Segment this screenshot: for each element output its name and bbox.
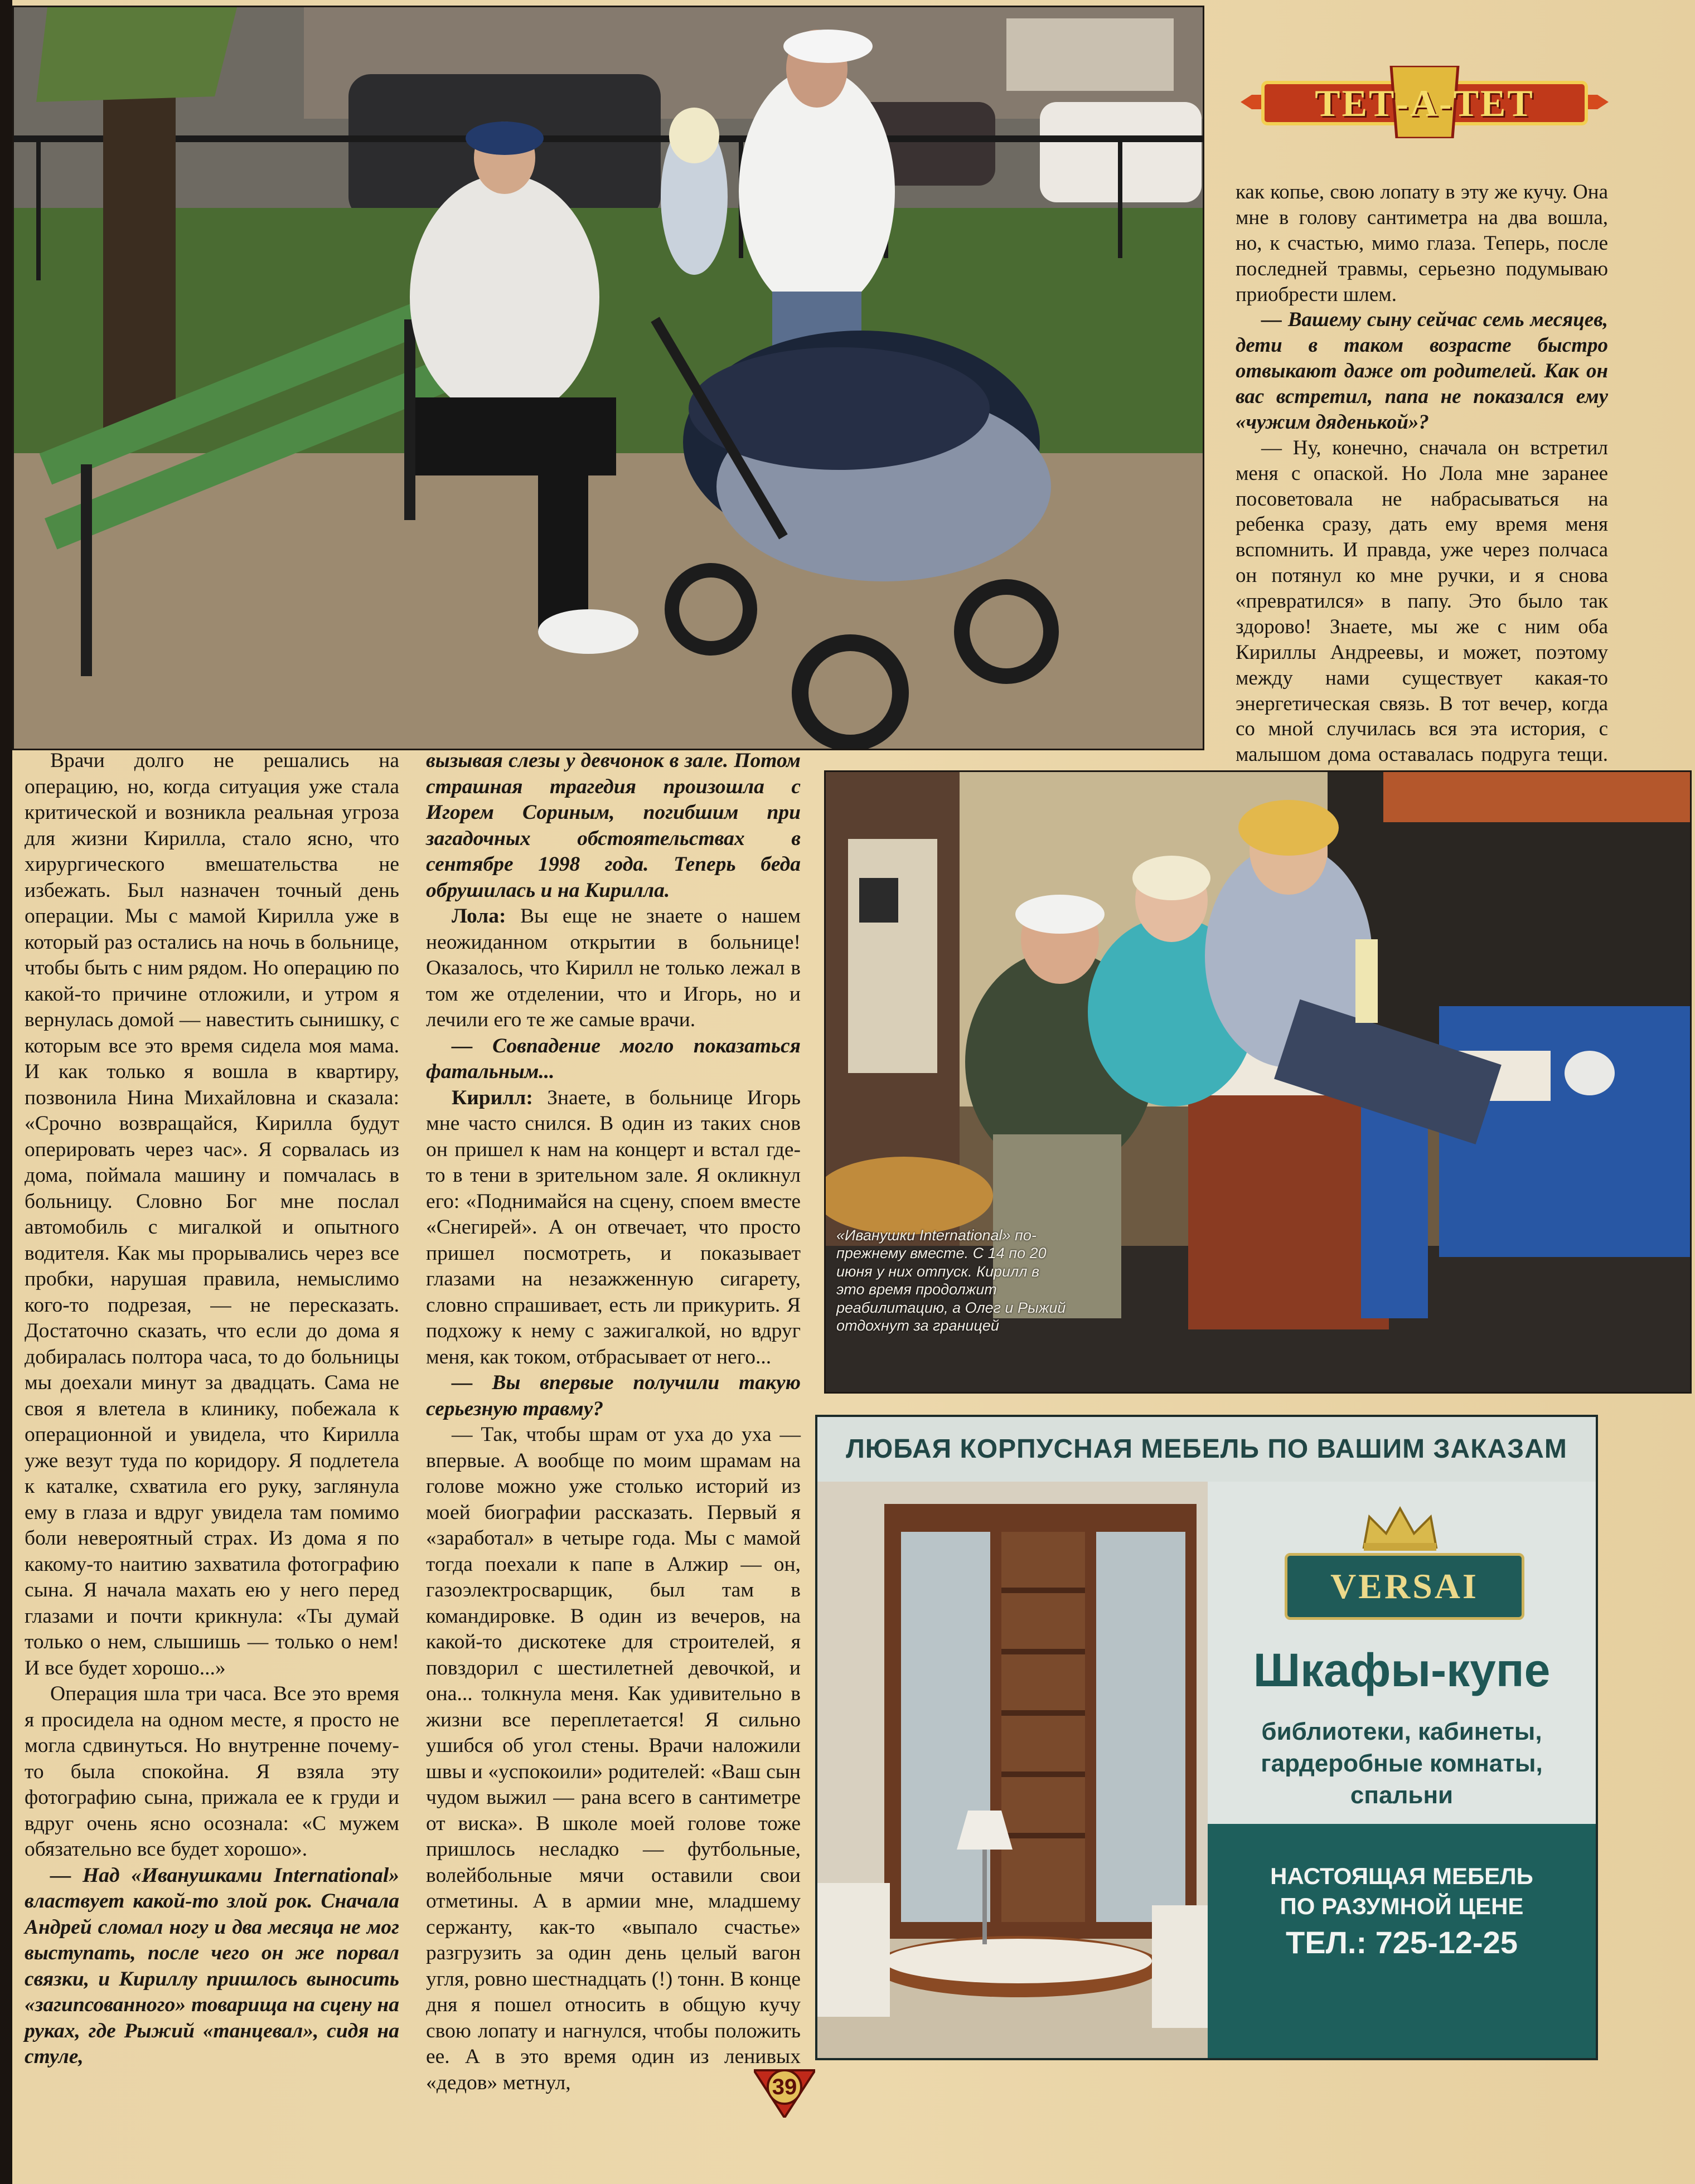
paragraph: — Так, чтобы шрам от уха до уха — впервые. А вообще по моим шрамам на голове можно уже столько историй из моей биографии рассказать. Первый я «заработал» в четыре года. Мы с мамой тогда поехали к папе в Алжир — он, газоэлектросварщик, был там в командировке. В один из вечеров, на какой-то дискотеке для строителей, я повздорил с шестилетней девочкой, и она... толкнула меня. Как удивительно в жизни все переплетается! Я сильно ушибся об угол стены. Врачи наложили швы и «успокоили» родителей: «Ваш сын чудом выжил — рана всего в сантиметре от виска». В школе моей голове тоже пришлось несладко — футбольные, волейбольные мячи оставили свои отметины. А в армии мне, младшему сержанту, как-то «выпало счастье» разгрузить за один день целый вагон угля, ровно шестнадцать (!) тонн. В конце дня я пошел относить в общую кучу свою лопату и нагнулся, чтобы положить ее. А в это время один из ленивых «дедов» метнул, bbox=[426, 1423, 801, 2094]
interview-question: — Вашему сыну сейчас семь месяцев, дети в таком возрасте быстро отвыкают даже от родителей. Как он вас встретил, папа не показался ему «чужим дяденькой»? bbox=[1236, 308, 1608, 434]
ad-offer-panel bbox=[1208, 1824, 1596, 2058]
paragraph-text: Вы еще не знаете о нашем неожиданном открытии в больнице! Оказалось, что Кирилл не только лежал в том же отделении, что и Игорь, но и лечили его те же самые врачи. bbox=[426, 905, 801, 1031]
paragraph: как копье, свою лопату в эту же кучу. Она мне в голову сантиметра на два вошла, но, к счастью, мимо глаза. Теперь, после последней травмы, серьезно подумываю приобрести шлем. bbox=[1236, 181, 1608, 306]
speaker-label: Кирилл: bbox=[452, 1086, 533, 1109]
article-column-2 bbox=[426, 748, 801, 2096]
article-column-right-top bbox=[1236, 179, 1608, 793]
interview-question: — Над «Иванушками International» властвует какой-то злой рок. Сначала Андрей сломал ногу и два месяца не мог выступать, после чего он же порвал связки, и Кириллу пришлось выносить «загипсованного» товарища на сцену на руках, где Рыжий «танцевал», сидя на стуле, bbox=[25, 1863, 399, 2068]
page-number: 39 bbox=[772, 2075, 797, 2099]
ad-room-image bbox=[817, 1482, 1208, 2058]
page-number-badge bbox=[754, 2065, 815, 2118]
ad-product: Шкафы-купе bbox=[1253, 1644, 1551, 1696]
ad-slogan-line-1: НАСТОЯЩАЯ МЕБЕЛЬ bbox=[1270, 1863, 1533, 1889]
rubric-logo bbox=[1241, 66, 1609, 138]
ad-slogan-line-2: ПО РАЗУМНОЙ ЦЕНЕ bbox=[1280, 1893, 1524, 1919]
ad-items: библиотеки, кабинеты, гардеробные комнаты, спальни bbox=[1261, 1718, 1543, 1809]
paragraph: Операция шла три часа. Все это время я просидела на одном месте, я просто не могла сдвинуться. Но внутренне почему-то была спокойна. Я взяла эту фотографию сына, прижала ее к груди и вдруг очень ясно осознала: «С мужем обязательно все будет хорошо». bbox=[25, 1682, 399, 1861]
ad-phone: ТЕЛ.: 725-12-25 bbox=[1286, 1925, 1518, 1960]
paragraph bbox=[426, 1085, 801, 1371]
furniture-ad bbox=[815, 1415, 1598, 2060]
speaker-label: Лола: bbox=[452, 905, 506, 928]
family-park-photo bbox=[12, 6, 1204, 750]
page-spine bbox=[0, 0, 12, 2184]
ad-headline: ЛЮБАЯ КОРПУСНАЯ МЕБЕЛЬ ПО ВАШИМ ЗАКАЗАМ bbox=[817, 1417, 1596, 1482]
photo-caption: «Иванушки International» по-прежнему вместе. С 14 по 20 июня у них отпуск. Кирилл в это время продолжит реабилитацию, а Олег и Рыжий отдохнут за границей bbox=[836, 1227, 1066, 1334]
paragraph-text: Знаете, в больнице Игорь мне часто снился. В один из таких снов он пришел к нам на концерт и встал где-то в тени в зрительном зале. Я окликнул его: «Поднимайся на сцену, споем вместе «Снегирей». А он отвечает, что просто пришел посмотреть, и показывает глазами на незажженную сигарету, словно спрашивает, есть ли прикурить. Я подхожу к нему с зажигалкой, но вдруг меня, как током, отбрасывает от него... bbox=[426, 1086, 801, 1368]
rubric-title: ТЕТ-А-ТЕТ bbox=[1315, 82, 1534, 124]
interview-question: вызывая слезы у девчонок в зале. Потом страшная трагедия произошла с Игорем Сориным, погибшим при загадочных обстоятельствах в сентябре 1998 года. Теперь беда обрушилась и на Кирилла. bbox=[426, 749, 801, 902]
paragraph: Врачи долго не решались на операцию, но, когда ситуация уже стала критической и возникла реальная угроза для жизни Кирилла, стало ясно, что хирургического вмешательства не избежать. Был назначен точный день операции. Мы с мамой Кирилла уже в который раз остались на ночь в больнице, чтобы быть с ним рядом. Но операцию по какой-то причине отложили, и утром я вернулась домой — навестить сынишку, с которым все это время сидела моя мама. И как только я вошла в квартиру, позвонила Нина Михайловна и сказала: «Срочно возвращайся, Кирилла будут оперировать через час». Я сорвалась из дома, поймала машину и помчалась в больницу. Словно Бог мне послал автомобиль с мигалкой и опытного водителя. Как мы прорывались через все пробки, нарушая правила, немыслимо кого-то подрезая, — не пересказать. Достаточно сказать, что если до дома я добиралась полтора часа, то до больницы мы доехали минут за двадцать. Сама не своя я влетела в клинику, побежала к операционной и увидела, что Кирилла уже везут туда по коридору. Я подлетела к каталке, схватила его руку, заглянула ему в глаза и вдруг увидела там помимо боли невероятный страх. Из дома я по какому-то наитию захватила фотографию сына. Я начала махать ею у него перед глазами и почти крикнула: «Ты думай только о нем, слышишь — только о нем! И все будет хорошо...» bbox=[25, 749, 399, 1680]
paragraph: — Ну, конечно, сначала он встретил меня с опаской. Но Лола мне заранее посоветовала не набрасываться на ребенка сразу, дать ему время меня вспомнить. И правда, уже через полчаса он потянул ко мне ручки, и я снова «превратился» в папу. Это было так здорово! Знаете, мы же с ним оба Кириллы Андреевы, и может, поэтому между нами существует какая-то энергетическая связь. В тот вечер, когда со мной случилась вся эта история, с малышом дома оставалась подруга тещи. bbox=[1236, 436, 1608, 766]
article-column-1 bbox=[25, 748, 399, 2070]
crown-icon bbox=[1358, 1503, 1442, 1553]
interview-question: — Вы впервые получили такую серьезную травму? bbox=[426, 1371, 801, 1420]
interview-question: — Совпадение могло показаться фатальным... bbox=[426, 1034, 801, 1083]
brand-logo: VERSAI bbox=[1285, 1553, 1524, 1620]
ad-brand-panel bbox=[1208, 1482, 1596, 1824]
paragraph bbox=[426, 904, 801, 1033]
